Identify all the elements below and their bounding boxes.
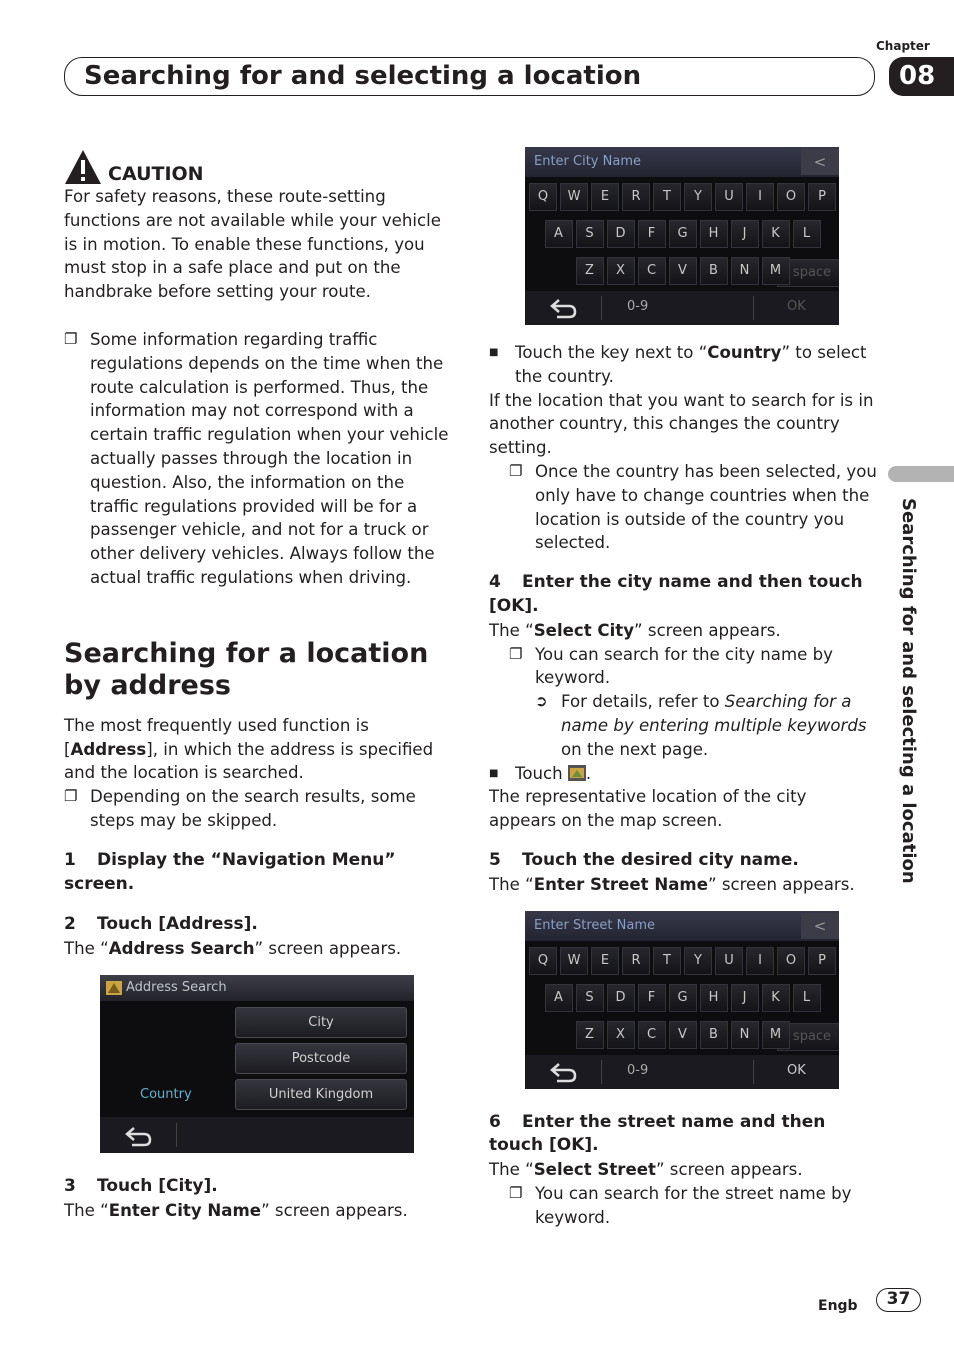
side-tab-label: Searching for and selecting a location: [898, 498, 919, 884]
key-t[interactable]: T: [653, 183, 681, 211]
key-s[interactable]: S: [576, 220, 604, 248]
result-text: The “: [64, 939, 109, 959]
key-w[interactable]: W: [560, 947, 588, 975]
key-m[interactable]: M: [762, 257, 790, 285]
backspace-key[interactable]: <: [801, 913, 839, 939]
note-item: [509, 1182, 877, 1230]
key-k[interactable]: K: [762, 220, 790, 248]
key-b[interactable]: B: [700, 257, 728, 285]
screen-title: Address Search: [100, 975, 414, 1001]
step-heading: [489, 1111, 877, 1159]
step-number: 2: [64, 914, 76, 935]
section-title: Searching for a location by address: [64, 637, 429, 701]
result-text: The “: [489, 1160, 534, 1180]
step-text: Enter the street name and then touch [OK].: [489, 1111, 826, 1156]
key-j[interactable]: J: [731, 220, 759, 248]
note-text: Depending on the search results, some steps may be skipped.: [90, 787, 416, 830]
city-button[interactable]: City: [235, 1007, 407, 1038]
step-number: 4: [489, 572, 501, 593]
key-c[interactable]: C: [638, 257, 666, 285]
language-code: Engb: [818, 1298, 858, 1314]
divider: [753, 296, 754, 320]
result-text: ” screen appears.: [707, 874, 855, 894]
note-item: [64, 328, 454, 590]
note-text: You can search for the street name by keyword.: [535, 1183, 852, 1227]
result-bold: Select Street: [533, 1160, 656, 1180]
checkbox-icon: ❐: [509, 644, 523, 663]
bottom-bar: [100, 1117, 414, 1153]
chapter-number: 08: [889, 57, 954, 96]
page-title: Searching for and selecting a location: [84, 61, 642, 91]
result-text: The “: [64, 1200, 109, 1220]
left-column: [64, 145, 454, 1223]
result-text: ” screen appears.: [655, 1160, 803, 1180]
checkbox-icon: ❐: [64, 329, 78, 348]
bottom-bar: [525, 1055, 839, 1089]
result-text: ” screen appears.: [254, 939, 402, 959]
result-text: ” screen appears.: [634, 620, 781, 640]
key-i[interactable]: I: [746, 947, 774, 975]
ok-key[interactable]: OK: [787, 1062, 806, 1078]
paragraph: If the location that you want to search for is in another country, this changes the country setting.: [489, 390, 874, 458]
postcode-button[interactable]: Postcode: [235, 1043, 407, 1074]
key-y[interactable]: Y: [684, 183, 712, 211]
key-e[interactable]: E: [591, 183, 619, 211]
step-result: [64, 1199, 454, 1223]
intro-text: ], in which the address is specified and the location is searched.: [64, 739, 434, 783]
step-text: Touch [City].: [97, 1175, 218, 1196]
checkbox-icon: ❐: [509, 461, 523, 480]
key-o[interactable]: O: [777, 183, 805, 211]
right-column: [489, 145, 877, 1230]
key-f[interactable]: F: [638, 220, 666, 248]
key-i[interactable]: I: [746, 183, 774, 211]
numbers-key[interactable]: 0-9: [627, 1062, 649, 1078]
paragraph: The representative location of the city appears on the map screen.: [489, 787, 807, 831]
bullet-text: .: [585, 763, 592, 783]
result-text: The “: [489, 874, 534, 894]
key-n[interactable]: N: [731, 257, 759, 285]
key-g[interactable]: G: [669, 220, 697, 248]
key-e[interactable]: E: [591, 947, 619, 975]
result-text: ” screen appears.: [261, 1200, 408, 1220]
bullet-text: Touch the key next to “: [515, 343, 708, 362]
intro-paragraph: [64, 714, 454, 785]
step-heading: [64, 849, 454, 897]
key-z[interactable]: Z: [576, 257, 604, 285]
key-u[interactable]: U: [715, 947, 743, 975]
key-v[interactable]: V: [669, 257, 697, 285]
bullet-bold: Country: [707, 343, 782, 362]
result-bold: Enter City Name: [108, 1200, 262, 1220]
key-p[interactable]: P: [808, 947, 836, 975]
key-w[interactable]: W: [560, 183, 588, 211]
intro-bold: Address: [70, 739, 147, 759]
step-number: 3: [64, 1175, 76, 1196]
back-arrow-icon[interactable]: [124, 1125, 152, 1147]
step-number: 1: [64, 849, 76, 870]
bullet-text: Touch: [515, 763, 568, 783]
address-search-screenshot: [100, 975, 414, 1153]
step-result: [489, 1158, 877, 1182]
key-d[interactable]: D: [607, 984, 635, 1012]
key-m[interactable]: M: [762, 1021, 790, 1049]
key-u[interactable]: U: [715, 183, 743, 211]
key-n[interactable]: N: [731, 1021, 759, 1049]
side-tab-marker: [888, 466, 954, 482]
note-item: [64, 785, 454, 833]
key-c[interactable]: C: [638, 1021, 666, 1049]
street-keyboard-screenshot: [525, 911, 839, 1089]
backspace-key[interactable]: <: [801, 149, 839, 175]
screen-title: Enter City Name: [525, 147, 839, 177]
back-arrow-icon[interactable]: [549, 297, 577, 319]
key-t[interactable]: T: [653, 947, 681, 975]
divider: [753, 1060, 754, 1084]
bullet-item: [489, 762, 877, 786]
key-y[interactable]: Y: [684, 947, 712, 975]
key-v[interactable]: V: [669, 1021, 697, 1049]
key-l[interactable]: L: [793, 220, 821, 248]
key-o[interactable]: O: [777, 947, 805, 975]
key-h[interactable]: H: [700, 220, 728, 248]
step-result: [489, 873, 877, 897]
step-result: [64, 937, 454, 961]
step-heading: [489, 571, 877, 619]
key-q[interactable]: Q: [529, 947, 557, 975]
caution-title: CAUTION: [108, 163, 204, 185]
step-heading: [489, 849, 877, 873]
key-g[interactable]: G: [669, 984, 697, 1012]
divider: [176, 1123, 177, 1147]
key-h[interactable]: H: [700, 984, 728, 1012]
key-b[interactable]: B: [700, 1021, 728, 1049]
key-p[interactable]: P: [808, 183, 836, 211]
step-result: [489, 619, 877, 643]
page-number: 37: [876, 1288, 921, 1312]
checkbox-icon: ❐: [509, 1183, 523, 1202]
back-arrow-icon[interactable]: [549, 1061, 577, 1083]
arrow-icon: ➲: [535, 692, 548, 711]
step-text: Touch [Address].: [97, 914, 258, 935]
space-key[interactable]: space: [777, 259, 839, 287]
intro-text: The most frequently used function is [: [64, 715, 369, 759]
reference-text: For details, refer to: [561, 692, 725, 712]
city-keyboard-screenshot: [525, 147, 839, 325]
ok-key[interactable]: OK: [787, 299, 806, 314]
bullet-icon: ■: [489, 347, 499, 358]
divider: [601, 1060, 602, 1084]
note-text: You can search for the city name by keyword.: [535, 644, 833, 688]
key-f[interactable]: F: [638, 984, 666, 1012]
reference-text: on the next page.: [561, 739, 709, 759]
step-text: Touch the desired city name.: [522, 849, 799, 870]
key-l[interactable]: L: [793, 984, 821, 1012]
checkbox-icon: ❐: [64, 787, 78, 806]
step-text: Enter the city name and then touch [OK].: [489, 572, 863, 616]
step-number: 6: [489, 1111, 501, 1132]
caution-heading: [64, 145, 454, 185]
reference-link[interactable]: Searching for a name by entering multiple keywords: [561, 692, 867, 735]
result-bold: Enter Street Name: [533, 874, 708, 894]
bullet-icon: ■: [489, 767, 499, 779]
key-j[interactable]: J: [731, 984, 759, 1012]
numbers-key[interactable]: 0-9: [627, 299, 649, 314]
divider: [601, 296, 602, 320]
key-a[interactable]: A: [545, 220, 573, 248]
step-heading: [64, 913, 454, 937]
key-r[interactable]: R: [622, 183, 650, 211]
caution-body: For safety reasons, these route-setting functions are not available while your vehicle is in motion. To enable these functions, you must stop in a safe place and put on the handbrake before setting your route.: [64, 187, 441, 302]
note-text: Once the country has been selected, you only have to change countries when the location is outside of the country you selected.: [535, 461, 877, 553]
step-text: Display the “Navigation Menu” screen.: [64, 849, 396, 894]
reference-item: [535, 690, 877, 761]
map-icon: [106, 981, 122, 995]
bullet-text: ” to select the country.: [515, 343, 867, 386]
step-number: 5: [489, 849, 501, 870]
key-s[interactable]: S: [576, 984, 604, 1012]
note-item: [509, 643, 877, 691]
result-text: The “: [489, 620, 534, 640]
bullet-item: [489, 341, 877, 389]
step-heading: [64, 1175, 454, 1199]
result-bold: Select City: [533, 620, 635, 640]
result-bold: Address Search: [108, 939, 255, 959]
space-key[interactable]: space: [777, 1023, 839, 1051]
key-z[interactable]: Z: [576, 1021, 604, 1049]
key-r[interactable]: R: [622, 947, 650, 975]
country-label: Country: [140, 1086, 192, 1102]
warning-icon: [64, 149, 102, 185]
screen-title: Enter Street Name: [525, 911, 839, 941]
key-q[interactable]: Q: [529, 183, 557, 211]
key-k[interactable]: K: [762, 984, 790, 1012]
country-button[interactable]: United Kingdom: [235, 1079, 407, 1110]
note-text: Some information regarding traffic regulations depends on the time when the route calculation is performed. Thus, the information may not correspond with a certain traffic regulation when your vehicle actually passes through the location in question. Also, the information on the traffic regulations provided will be for a passenger vehicle, and not for a truck or other delivery vehicles. Always follow the actual traffic regulations when driving.: [90, 329, 449, 587]
note-item: [509, 460, 877, 555]
key-a[interactable]: A: [545, 984, 573, 1012]
key-x[interactable]: X: [607, 257, 635, 285]
key-d[interactable]: D: [607, 220, 635, 248]
chapter-label: Chapter: [876, 39, 930, 53]
key-x[interactable]: X: [607, 1021, 635, 1049]
bottom-bar: [525, 291, 839, 325]
map-button-icon: [568, 765, 586, 781]
